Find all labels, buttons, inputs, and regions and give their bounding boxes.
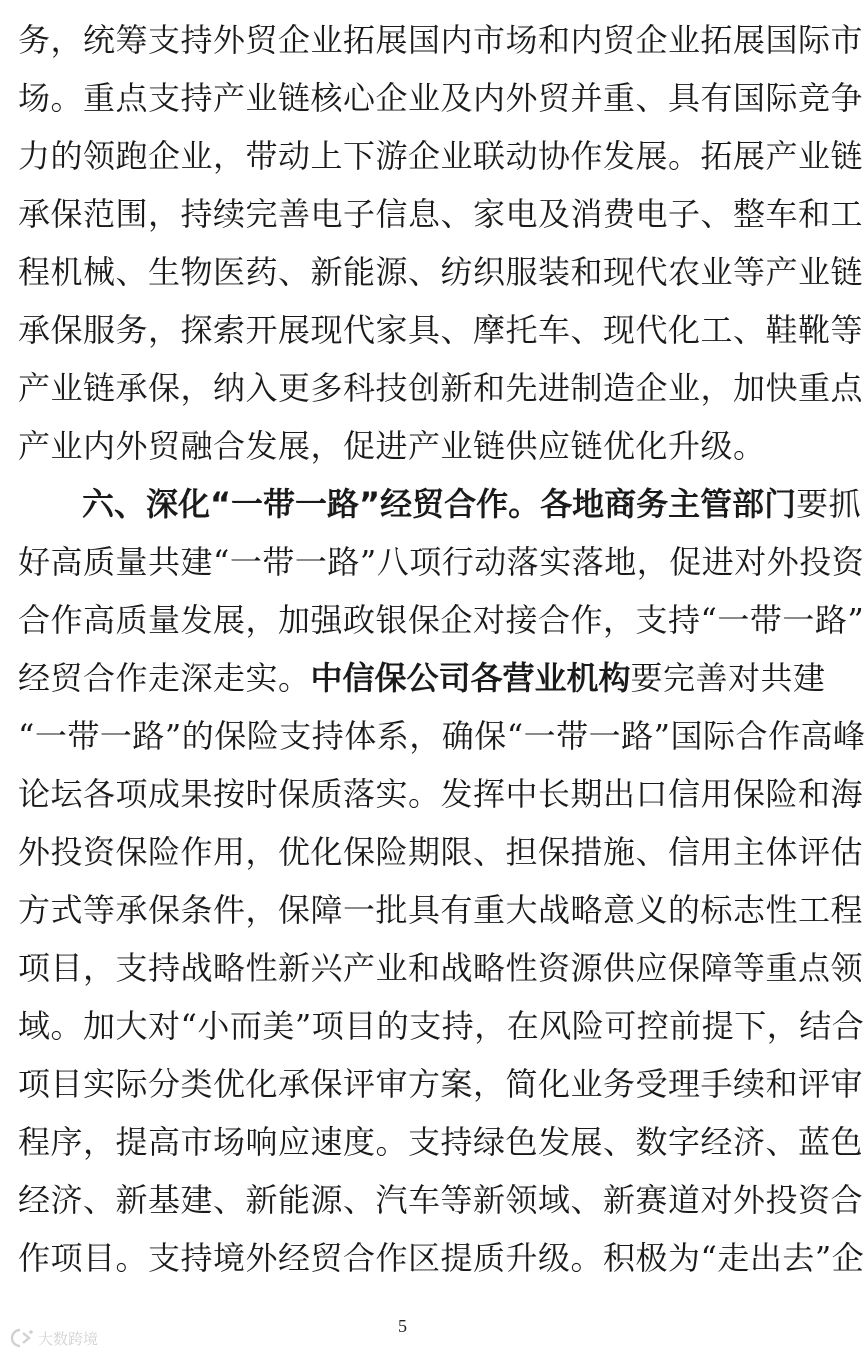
body-line: 论坛各项成果按时保质落实。发挥中长期出口信用保险和海 xyxy=(18,775,864,813)
body-line: “一带一路”的保险支持体系，确保“一带一路”国际合作高峰 xyxy=(18,717,865,755)
body-line: 产业内外贸融合发展，促进产业链供应链优化升级。 xyxy=(18,427,766,465)
body-line: 程序，提高市场响应速度。支持绿色发展、数字经济、蓝色 xyxy=(18,1123,864,1161)
responsible-party: 各地商务主管部门 xyxy=(540,485,797,523)
section-heading: 六、深化“一带一路”经贸合作。 xyxy=(82,485,541,523)
body-line: 产业链承保，纳入更多科技创新和先进制造企业，加快重点 xyxy=(18,369,864,407)
body-line: 场。重点支持产业链核心企业及内外贸并重、具有国际竞争 xyxy=(18,79,864,117)
body-line: 外投资保险作用，优化保险期限、担保措施、信用主体评估 xyxy=(18,833,864,871)
body-line: 力的领跑企业，带动上下游企业联动协作发展。拓展产业链 xyxy=(18,137,864,175)
body-line: 承保服务，探索开展现代家具、摩托车、现代化工、鞋靴等 xyxy=(18,311,864,349)
body-line: 项目，支持战略性新兴产业和战略性资源供应保障等重点领 xyxy=(18,949,864,987)
watermark-logo-icon xyxy=(8,1327,34,1349)
body-text: 经贸合作走深走实。 xyxy=(18,659,311,697)
body-line: 承保范围，持续完善电子信息、家电及消费电子、整车和工 xyxy=(18,195,864,233)
responsible-party: 中信保公司各营业机构 xyxy=(310,659,631,697)
body-text: 要抓 xyxy=(796,485,862,523)
body-line: 程机械、生物医药、新能源、纺织服装和现代农业等产业链 xyxy=(18,253,864,291)
watermark xyxy=(8,1325,98,1351)
body-line: 经济、新基建、新能源、汽车等新领域、新赛道对外投资合 xyxy=(18,1181,864,1219)
section-first-line xyxy=(18,476,862,532)
body-line: 合作高质量发展，加强政银保企对接合作，支持“一带一路” xyxy=(18,601,865,639)
body-line: 务，统筹支持外贸企业拓展国内市场和内贸企业拓展国际市 xyxy=(18,21,864,59)
body-line: 域。加大对“小而美”项目的支持，在风险可控前提下，结合 xyxy=(18,1007,865,1045)
body-text: 要完善对共建 xyxy=(630,659,826,697)
page-number: 5 xyxy=(398,1316,407,1336)
body-line: 作项目。支持境外经贸合作区提质升级。积极为“走出去”企 xyxy=(18,1239,865,1277)
body-line-mixed xyxy=(18,650,826,706)
body-line: 好高质量共建“一带一路”八项行动落实落地，促进对外投资 xyxy=(18,543,865,581)
body-line: 方式等承保条件，保障一批具有重大战略意义的标志性工程 xyxy=(18,891,864,929)
body-line: 项目实际分类优化承保评审方案，简化业务受理手续和评审 xyxy=(18,1065,864,1103)
watermark-text: 大数跨境 xyxy=(38,1329,99,1348)
